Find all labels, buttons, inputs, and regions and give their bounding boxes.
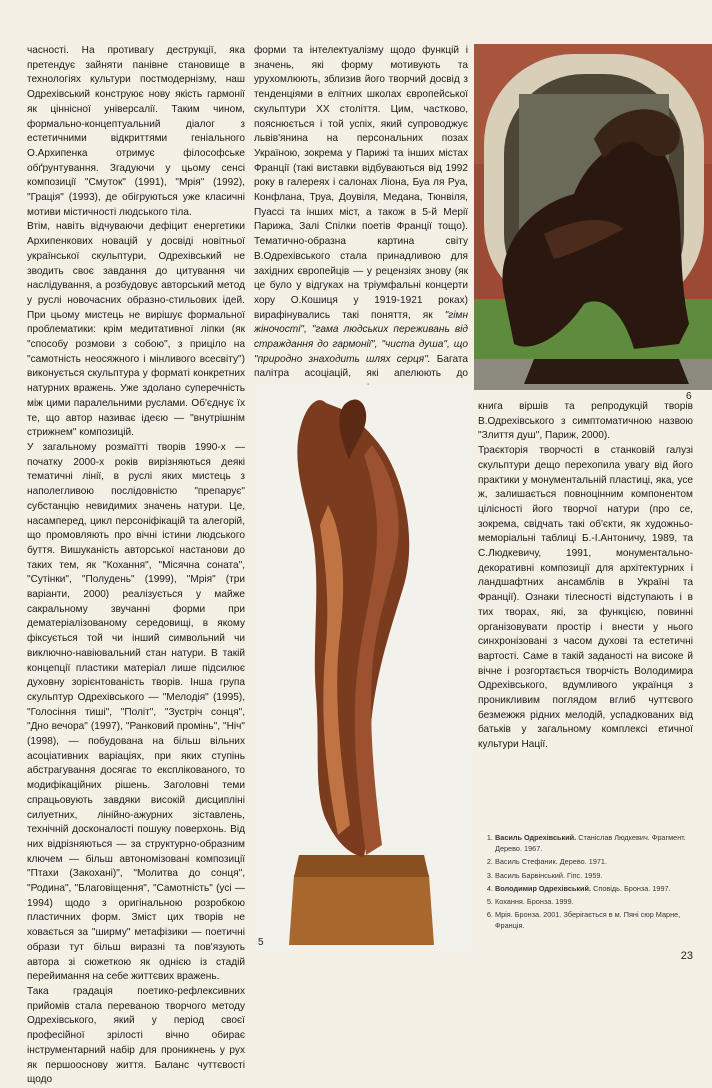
text-column-left	[27, 44, 245, 1088]
text-column-right	[478, 400, 693, 753]
photo-number-5: 5	[258, 937, 264, 948]
page-number: 23	[680, 950, 693, 962]
paragraph: У загальному розмаїтті творів 1990-х — початку 2000-х років вирізняються деякі тематичні лінії, в руслі яких мистець з наполегливою послідовністю "препарує" субстанцію невидимих значень натури. Це, насамперед, цикл персоніфікацій та алегорій, що промовляють про вічні істини людського буття. Вишуканість авторської настанови до таких тем, як "Кохання", "Місячна соната", "Сутінки", "Полудень" (1999), "Мрія" (три варіанти, 2000) реалізується у майже сакральному звучанні форми при дематеріалізованому середовищі, в якому фіксується той чи інший символьний чи виключно-навіювальний стан натури. В такій концепції пластики матеріал лише підсилює духовну зорієнтованість творів. Інша група скульптур Одрехівського — "Мелодія" (1995), "Голосіння тиші", "Політ", "Зустріч сонця", "Дно вечора" (1997), "Ранковий промінь", "Ніч" (1998), — побудована на більш вільних асоціативних варіаціях, при яких ступінь абстрагування досягає то експлікованого, то модифікаційних рішень. Заголовні теми спрацьовують завдяки високій дисципліні силуетних, лінійно-ажурних зіставлень, технічній досконалості пошуку поверхонь. Від них відрізняються — за структурно-образним ключем — більш автономізовані композиції "Птахи (Закохані)", "Молитва до сонця", "Родина", "Благовіщення", "Самотність" (усі — 1994) щодо з оригінальною розробкою пластичних форм. Зміст цих творів не ховається за "ширму" метафізики — поетичні образи тут більш виразні та пов'язують автора зі сюжеткою як однією із стадій перейимання на себе життєвих вражень.	[27, 441, 245, 983]
figure-captions	[481, 832, 696, 934]
quoted-phrases: "гімн жіночості", "гама людських переживань від страждання до гармонії", "чиста душа", що "природно знаходить шлях серця".	[254, 309, 468, 365]
sculpture-illustration	[474, 44, 712, 390]
caption-item: 3. Василь Барвінський. Гіпс. 1959.	[495, 870, 696, 881]
sculpture-photo-6	[474, 44, 712, 390]
paragraph: Втім, навіть відчуваючи дефіцит енергетики Архипенкових новацій у досвіді новітньої української скульптури, Одрехівський не зводить своє завдання до цитування чи наслідування, а розбудовує авторський метод у руслі новочасних образно-стильових ідей. При цьому мистець не вирішує формальної проблематики: крім медитативної ліпки (як "способу розмови з собою", з приціло на "самотність неосяжного і мінливого всесвіту") виконується скульптура у форматі конкретних натурних вражень. Уже здолано суперечність між цими паралельними руслами. Об'єднує їх те, що автор називає ідеєю — "внутрішнім стрижнем" композицій.	[27, 221, 245, 439]
paragraph-text: форми та інтелектуалізму щодо функцій і значень, які форму мотивують та урухомлюють, зблизив його творчий досвід з тенденціями в елітних школах європейської скульптури XX століття. Цим, частково, пояснюється і той успіх, який супроводжує львів'янина на персональних позах Україною, зокрема у Парижі та інших містах Франції (такі виставки відбуваються від 1992 року в галереях і салонах Ліона, Буа ля Руа, Конфлана, Труа, Доувіля, Медана, Тюнвіля, Пуассі та інших міст, а також в 5-й Мерії Парижа, Залі Спілки поетів Франції тощо). Тематично-образна картина світу В.Одрехівського стала принадливою для західних європейців — у рецензіях знову (як це було у відгуках на тріумфальні концерти хору О.Кошиця у 1919-1921 роках) вирафінувались такі поняття, як	[254, 45, 468, 321]
caption-item: 6. Мрія. Бронза. 2001. Зберігається в м. Пяні сюр Марне, Франція.	[495, 909, 696, 931]
paragraph	[254, 44, 468, 441]
text-column-middle	[254, 44, 468, 441]
sculpture-photo-5	[254, 385, 474, 951]
caption-item: 4. Володимир Одрехівський. Сповідь. Бронза. 1997.	[495, 883, 696, 894]
photo-number-6: 6	[686, 391, 692, 402]
paragraph: книга віршів та репродукцій творів В.Одрехівського з симптоматичною назвою "Злиття душ", Париж, 2000).	[478, 401, 693, 442]
caption-item: 5. Кохання. Бронза. 1999.	[495, 896, 696, 907]
paragraph-text: Багата палітра асоціацій, які апелюють до	[254, 353, 468, 380]
paragraph: часності. На противагу деструкції, яка претендує зайняти панівне становище в технологіях культури постмодернізму, наш Одрехівський конструює нову якість гармонії як ціннісної універсалії. Таким чином, формально-концептуальний діалог з естетичними відкриттями геніального О.Архипенка отримує філософське обґрунтування. Згадуючи у цьому сенсі композиції "Смуток" (1991), "Мрія" (1992), "Грація" (1993), де обігруються уже класичні мотиви містичності людського тіла.	[27, 45, 245, 218]
caption-item: 1. Василь Одрехівський. Станіслав Людкевич. Фрагмент. Дерево. 1967.	[495, 832, 696, 854]
paragraph: Така градація поетико-рефлексивних прийомів стала переваною творчого методу Одрехівського, який у період своєї професійної зрілості вічно обирає інструментарний набір для проникнень у рух як першооснову життя. Баланс чуттєвості щодо	[27, 986, 245, 1086]
sculpture-illustration	[254, 385, 474, 951]
paragraph: Траєкторія творчості в станковій галузі скульптури дещо перехопила увагу від його практики у монументальній пластиці, яка, усе ж, залишається повноцінним компонентом цілісності його творчої натури (про се, зокрема, свідчать такі об'єкти, як художньо-меморіальні таблиці Б.-І.Антоничу, 1989, та С.Людкевичу, 1991, монументально-декоративні композиції для архітектурних і ландшафтних ансамблів в Україні та Франції). Ознаки тілесності відступають і в тих творах, які, за функцією, повинні організовувати простір і внести у нього синхронізовані з часом духові та естетичні вартості. Саме в такій заданості на високе й вічне і розгортається творчість Володимира Одрехівського, вдумливого українця з проникливим поглядом вглиб чуттєвого безмежжя рідних мелодій, успадкованих від батьків у загальному комплексі етичної культури Нації.	[478, 445, 693, 751]
caption-item: 2. Василь Стефаник. Дерево. 1971.	[495, 856, 696, 867]
